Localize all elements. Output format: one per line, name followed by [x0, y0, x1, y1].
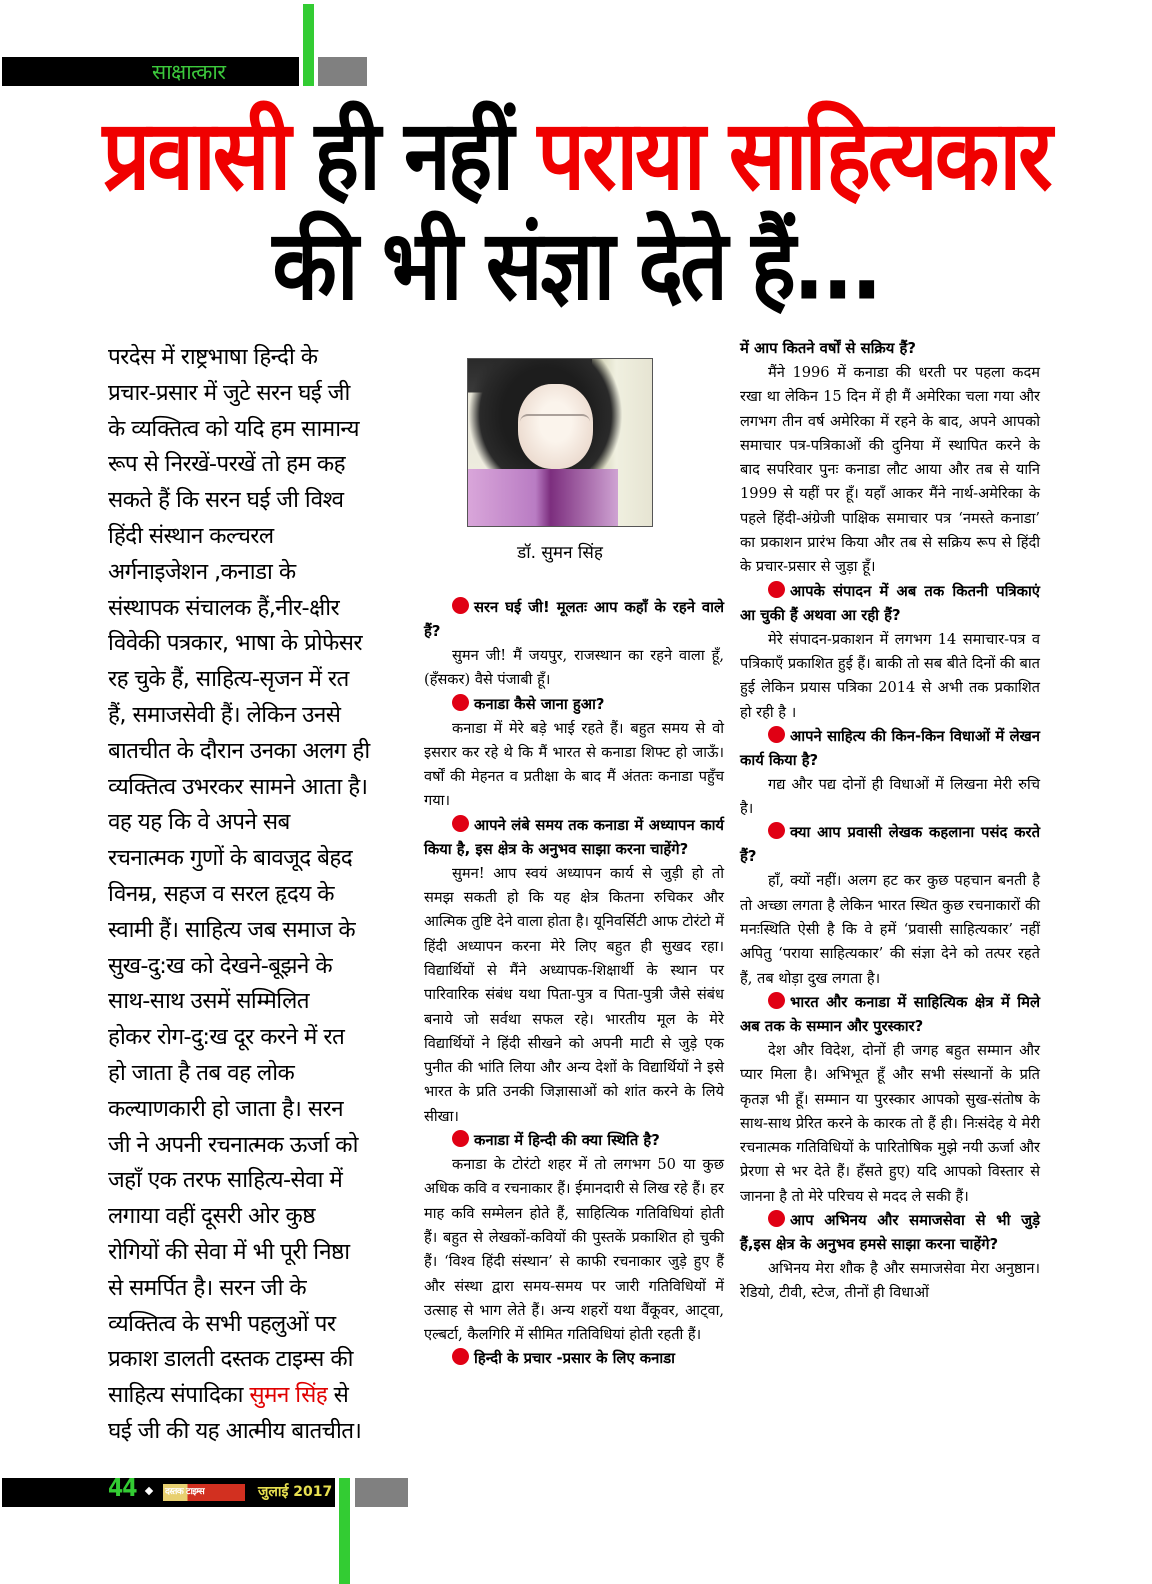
intro-line: वह यह कि वे अपने सब [108, 809, 290, 836]
question-text: हिन्दी के प्रचार -प्रसार के लिए कनाडा [474, 1350, 675, 1368]
interview-answer: कनाडा के टोरंटो शहर में तो लगभग 50 या कुछ अधिक कवि व रचनाकार हैं। ईमानदारी से लिख रहे हैं। हर माह कवि सम्मेलन होते हैं, साहित्यिक गतिविधियां होती हैं। बहुत से लेखकों-कवियों की पुस्तकें प्रकाशित हो चुकी हैं। ‘विश्व हिंदी संस्थान’ से काफी रचनाकार जुड़े हुए हैं और संस्था द्वारा समय-समय पर जारी गतिविधियों में उत्साह से भाग लेते हैं। अन्य शहरों यथा वैंकूवर, आट्वा, एल्बर्टा, कैलगिरि में सीमित गतिविधियां होती रहती हैं। [424, 1156, 724, 1344]
red-bullet-icon [452, 1130, 469, 1147]
intro-line: हैं, समाजसेवी हैं। लेकिन उनसे [108, 701, 341, 728]
footer-gray-block [355, 1478, 408, 1507]
interview-answer: हाँ, क्यों नहीं। अलग हट कर कुछ पहचान बनती है तो अच्छा लगता है लेकिन भारत स्थित कुछ रचनाकारों की मनःस्थिति ऐसी है कि वे हमें ‘प्रवासी साहित्यकार’ नहीं अपितु ‘पराया साहित्यकार’ की संज्ञा देने को तत्पर रहते हैं, तब थोड़ा दुख लगता है। [740, 872, 1040, 987]
red-bullet-icon [768, 581, 785, 598]
headline-line-2: की भी संज्ञा देते हैं... [272, 208, 880, 322]
accent-green-bar [303, 4, 314, 86]
question-text: कनाडा में हिन्दी की क्या स्थिति है? [474, 1132, 660, 1150]
intro-line: लगाया वहीं दूसरी ओर कुष्ठ [108, 1203, 315, 1230]
photo-caption: डॉ. सुमन सिंह [517, 543, 603, 563]
interview-answer: सुमन जी! मैं जयपुर, राजस्थान का रहने वाला हूँ,(हँसकर) वैसे पंजाबी हूँ। [424, 647, 724, 689]
intro-line: हिंदी संस्थान कल्चरल [108, 522, 274, 549]
intro-line: रह चुके हैं, साहित्य-सृजन में रत [108, 666, 349, 693]
interview-question [424, 1347, 724, 1371]
qa-column-3 [740, 337, 1040, 1306]
interview-question [424, 814, 724, 862]
red-bullet-icon [452, 1348, 469, 1365]
question-text: आपने लंबे समय तक कनाडा में अध्यापन कार्य किया है, इस क्षेत्र के अनुभव साझा करना चाहेंगे? [424, 816, 724, 858]
author-photo [467, 358, 653, 527]
red-bullet-icon [768, 1210, 785, 1227]
interview-question [740, 821, 1040, 869]
qa-column-2 [424, 596, 724, 1371]
interview-answer: कनाडा में मेरे बड़े भाई रहते हैं। बहुत समय से वो इसरार कर रहे थे कि मैं भारत से कनाडा शिफ्ट हो जाऊँ। वर्षों की मेहनत व प्रतीक्षा के बाद मैं अंततः कनाडा पहुँच गया। [424, 719, 724, 810]
intro-line: हो जाता है तब वह लोक [108, 1059, 295, 1086]
intro-line: रचनात्मक गुणों के बावजूद बेहद [108, 845, 353, 872]
editor-name-highlight: सुमन सिंह [249, 1382, 328, 1409]
intro-line: के व्यक्तित्व को यदि हम सामान्य [108, 415, 359, 442]
question-text: में आप कितने वर्षों से सक्रिय हैं? [740, 340, 916, 357]
magazine-logo [163, 1484, 245, 1501]
intro-line: विनम्र, सहज व सरल हृदय के [108, 880, 334, 907]
intro-text: साहित्य संपादिका [108, 1382, 250, 1409]
question-text: कनाडा कैसे जाना हुआ? [474, 695, 605, 713]
intro-line: अर्गनाइजेशन ,कनाडा के [108, 558, 296, 585]
section-label: साक्षात्कार [152, 60, 226, 84]
issue-date: जुलाई 2017 [258, 1484, 333, 1500]
intro-line: बातचीत के दौरान उनका अलग ही [108, 737, 370, 764]
page-number: 44 [108, 1474, 137, 1503]
interview-answer: देश और विदेश, दोनों ही जगह बहुत सम्मान और प्यार मिला है। अभिभूत हूँ और सभी संस्थानों के प्रति कृतज्ञ भी हूँ। सम्मान या पुरस्कार आपको सुख-संतोष के साथ-साथ प्रेरित करने के कारक तो हैं ही। निःसंदेह ये मेरी रचनात्मक गतिविधियों के पारितोषिक मुझे नयी ऊर्जा और प्रेरणा से भर देते हैं। हँसते हुए) यदि आपको विस्तार से जानना है तो मेरे परिचय से मदद ले सकी हैं। [740, 1041, 1040, 1205]
intro-line: परदेस में राष्ट्रभाषा हिन्दी के [108, 344, 318, 370]
question-text: आपने साहित्य की किन-किन विधाओं में लेखन कार्य किया है? [740, 727, 1040, 769]
interview-question [424, 596, 724, 644]
red-bullet-icon [768, 822, 785, 839]
intro-line [108, 1378, 408, 1414]
intro-line: जी ने अपनी रचनात्मक ऊर्जा को [108, 1131, 358, 1158]
red-bullet-icon [452, 694, 469, 711]
intro-line: स्वामी हैं। साहित्य जब समाज के [108, 916, 356, 943]
intro-line: रूप से निरखें-परखें तो हम कह [108, 451, 345, 478]
intro-line: प्रचार-प्रसार में जुटे सरन घई जी [108, 379, 350, 406]
intro-line: व्यक्तित्व उभरकर सामने आता है। [108, 773, 368, 800]
interview-question [740, 580, 1040, 628]
interview-answer: मैंने 1996 में कनाडा की धरती पर पहला कदम रखा था लेकिन 15 दिन में ही मैं अमेरिका चला गया और लगभग तीन वर्ष अमेरिका में रहने के बाद, अपने आपको समाचार पत्र-पत्रिकाओं की दुनिया में स्थापित करने के बाद सपरिवार पुनः कनाडा लौट आया और तब से यानि 1999 से यहीं पर हूँ। यहाँ आकर मैंने नार्थ-अमेरिका के पहले हिंदी-अंग्रेजी पाक्षिक समाचार पत्र ‘नमस्ते कनाडा’ का प्रकाशन प्रारंभ किया और तब से सक्रिय रूप से हिंदी के प्रचार-प्रसार से जुड़ा हूँ। [740, 364, 1040, 576]
interview-question [424, 693, 724, 717]
accent-gray-block [318, 57, 367, 86]
interview-answer: अभिनय मेरा शौक है और समाजसेवा मेरा अनुष्ठान। रेडियो, टीवी, स्टेज, तीनों ही विधाओं [740, 1260, 1040, 1302]
interview-answer: मेरे संपादन-प्रकाशन में लगभग 14 समाचार-पत्र व पत्रिकाएँ प्रकाशित हुई हैं। बाकी तो सब बीते दिनों की बात हुई लेकिन प्रयास पत्रिका 2014 से अभी तक प्रकाशित हो रही है । [740, 630, 1040, 721]
intro-line: संस्थापक संचालक हैं,नीर-क्षीर [108, 594, 340, 621]
red-bullet-icon [768, 992, 785, 1009]
intro-line: कल्याणकारी हो जाता है। सरन [108, 1095, 343, 1122]
interview-question [424, 1129, 724, 1153]
red-bullet-icon [452, 597, 469, 614]
interview-answer: सुमन! आप स्वयं अध्यापन कार्य से जुड़ी हो तो समझ सकती हो कि यह क्षेत्र कितना रुचिकर और आत्मिक तुष्टि देने वाला होता है। यूनिवर्सिटी आफ टोरंटो में हिंदी अध्यापन करना मेरे लिए बहुत ही सुखद रहा। विद्यार्थियों से मैंने अध्यापक-शिक्षार्थी के स्थान पर पारिवारिक संबंध यथा पिता-पुत्र व पिता-पुत्री जैसे संबंध बनाये जो सर्वथा सफल रहे। भारतीय मूल के मेरे विद्यार्थियों ने हिंदी सीखने को अपनी माटी से जुड़े एक पुनीत की भांति लिया और अन्य देशों के विद्यार्थियों ने इसे भारत के प्रति उनकी जिज्ञासाओं को शांत करने के लिये सीखा। [424, 864, 724, 1125]
interview-question [740, 991, 1040, 1039]
intro-text: से [327, 1382, 349, 1409]
question-text: भारत और कनाडा में साहित्यिक क्षेत्र में मिले अब तक के सम्मान और पुरस्कार? [740, 993, 1040, 1035]
question-text: सरन घई जी! मूलतः आप कहाँ के रहने वाले हैं? [424, 599, 724, 640]
section-header-bar [2, 57, 299, 86]
footer-green-bar [339, 1478, 350, 1584]
interview-answer: गद्य और पद्य दोनों ही विधाओं में लिखना मेरी रुचि है। [740, 775, 1040, 818]
headline-word-red: प्रवासी [102, 98, 289, 212]
headline-word-red: पराया साहित्यकार [537, 98, 1050, 212]
interview-question [740, 337, 1040, 361]
headline-word-black: ही नहीं [288, 98, 538, 212]
intro-line: सुख-दु:ख को देखने-बूझने के [108, 952, 333, 979]
intro-line: विवेकी पत्रकार, भाषा के प्रोफेसर [108, 630, 362, 657]
question-text: आपके संपादन में अब तक कितनी पत्रिकाएं आ चुकी हैं अथवा आ रही हैं? [740, 582, 1040, 624]
intro-line: प्रकाश डालती दस्तक टाइम्स की [108, 1346, 353, 1373]
red-bullet-icon [768, 726, 785, 743]
red-bullet-icon [452, 815, 469, 832]
intro-line: साथ-साथ उसमें सम्मिलित [108, 988, 309, 1015]
intro-line: घई जी की यह आत्मीय बातचीत। [108, 1417, 362, 1444]
intro-line: से समर्पित है। सरन जी के [108, 1274, 307, 1301]
intro-line: जहाँ एक तरफ साहित्य-सेवा में [108, 1167, 343, 1194]
intro-line: रोगियों की सेवा में भी पूरी निष्ठा [108, 1238, 350, 1265]
question-text: क्या आप प्रवासी लेखक कहलाना पसंद करते हैं? [740, 824, 1040, 866]
headline-line-1 [0, 92, 1152, 219]
magazine-logo-text: दस्तक टाइम्स [165, 1487, 205, 1497]
intro-line: व्यक्तित्व के सभी पहलुओं पर [108, 1310, 336, 1337]
intro-line: होकर रोग-दु:ख दूर करने में रत [108, 1024, 345, 1051]
interview-question [740, 725, 1040, 773]
intro-column [108, 340, 408, 1450]
question-text: आप अभिनय और समाजसेवा से भी जुड़े हैं,इस क्षेत्र के अनुभव हमसे साझा करना चाहेंगे? [740, 1212, 1040, 1254]
intro-line: सकते हैं कि सरन घई जी विश्व [108, 487, 344, 514]
interview-question [740, 1209, 1040, 1257]
